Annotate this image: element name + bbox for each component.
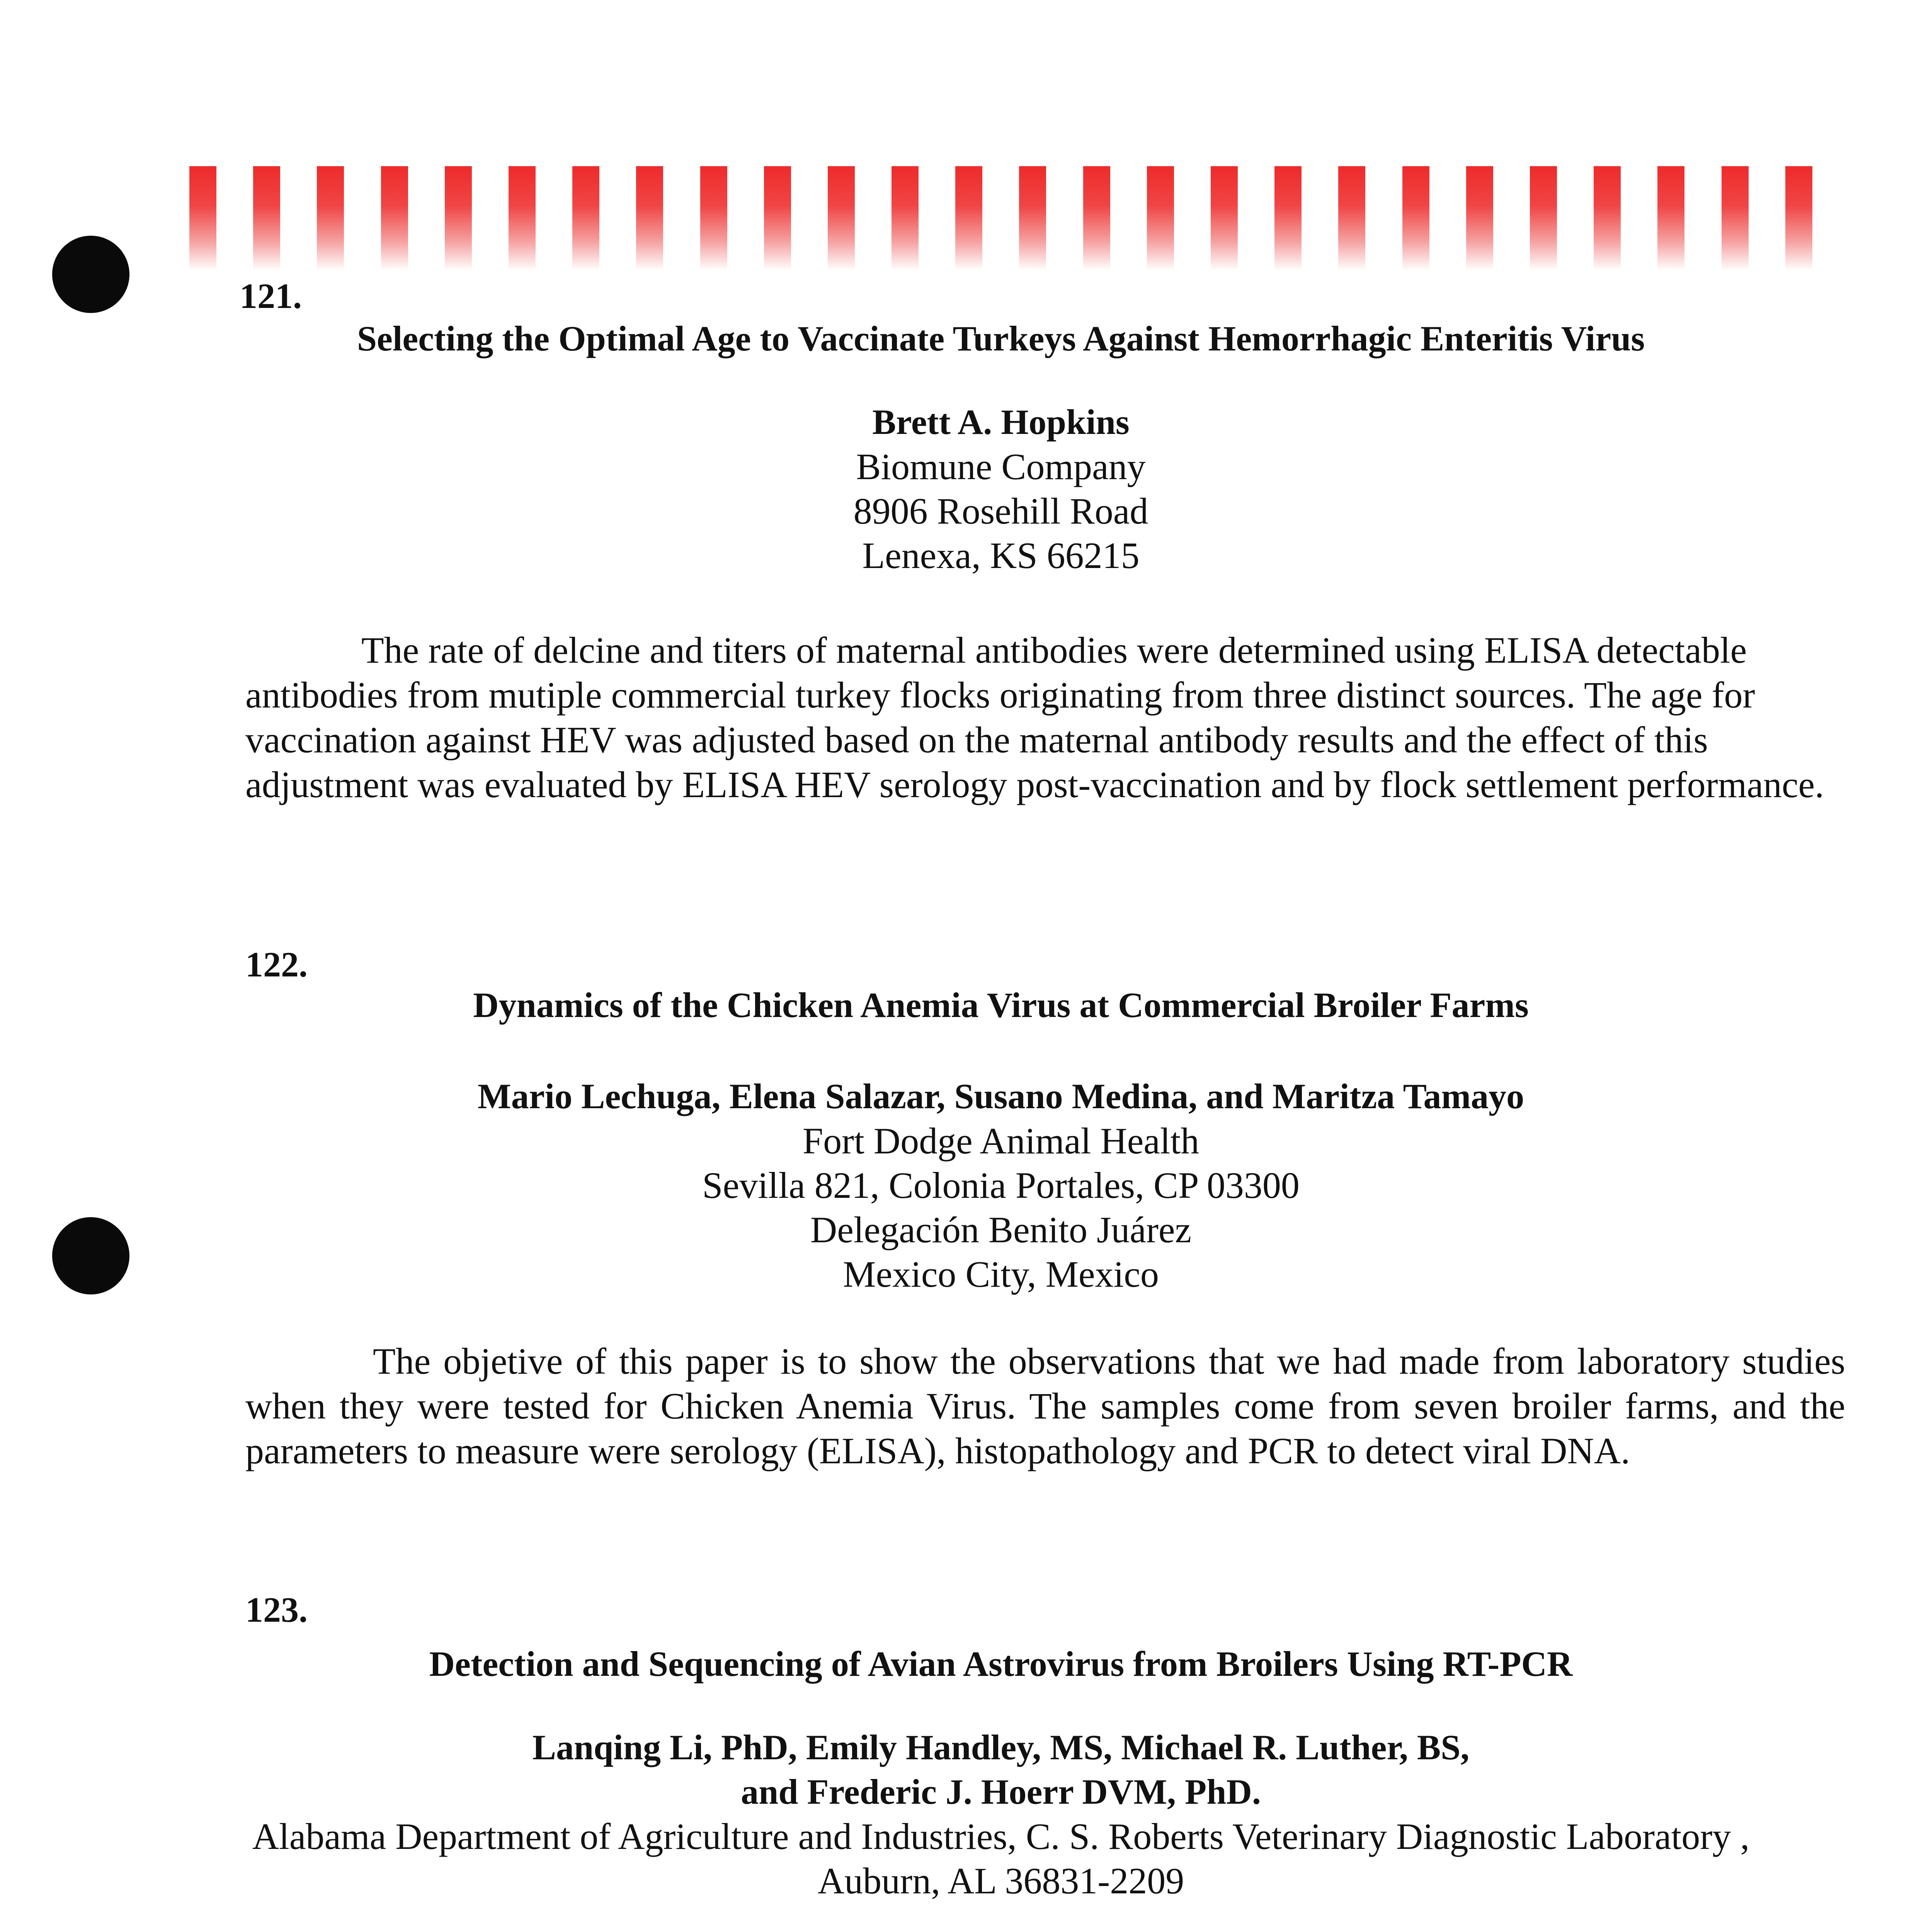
author-block	[189, 400, 1812, 578]
red-stripe	[892, 166, 919, 270]
affiliation-line: Delegación Benito Juárez	[810, 1209, 1192, 1250]
red-stripe	[381, 166, 408, 270]
red-stripe	[1083, 166, 1110, 270]
red-stripe	[636, 166, 663, 270]
affiliation-line: Sevilla 821, Colonia Portales, CP 03300	[702, 1165, 1300, 1206]
abstract-number: 123.	[245, 1590, 308, 1629]
red-stripe	[1530, 166, 1557, 270]
red-stripe	[1274, 166, 1302, 270]
abstract-body: The rate of delcine and titers of maternal antibodies were determined using ELISA detectable antibodies from mutiple commercial turkey flocks originating from three distinct sources. The age for vaccination against HEV was adjusted based on the maternal antibody results and the effect of this adjustment was evaluated by ELISA HEV serology post-vaccination and by flock settlement performance.	[245, 629, 1824, 805]
abstract-number: 122.	[245, 945, 308, 984]
red-stripe	[1147, 166, 1174, 270]
red-stripe	[253, 166, 280, 270]
red-stripe	[955, 166, 982, 270]
affiliation-line: Alabama Department of Agriculture and Industries, C. S. Roberts Veterinary Diagnostic Laboratory ,	[252, 1816, 1750, 1857]
punch-hole	[52, 236, 129, 313]
abstract-number: 121.	[240, 276, 302, 316]
red-stripe	[700, 166, 727, 270]
red-stripe	[828, 166, 855, 270]
author-names: Lanqing Li, PhD, Emily Handley, MS, Michael R. Luther, BS,	[532, 1728, 1470, 1767]
author-names: Mario Lechuga, Elena Salazar, Susano Medina, and Maritza Tamayo	[477, 1077, 1524, 1116]
author-block	[189, 1074, 1812, 1296]
red-stripe	[1402, 166, 1429, 270]
affiliation-line: Lenexa, KS 66215	[862, 535, 1140, 576]
red-stripe	[1657, 166, 1684, 270]
punch-hole	[52, 1217, 129, 1294]
red-stripe	[1785, 166, 1812, 270]
red-stripe	[445, 166, 472, 270]
red-stripe	[1338, 166, 1365, 270]
red-stripe	[189, 166, 216, 270]
red-stripe-banner	[189, 166, 1812, 270]
affiliation-line: Auburn, AL 36831-2209	[817, 1860, 1184, 1901]
red-stripe	[572, 166, 599, 270]
abstract-title: Detection and Sequencing of Avian Astrovirus from Broilers Using RT-PCR	[429, 1644, 1573, 1684]
red-stripe	[1211, 166, 1238, 270]
affiliation-line: 8906 Rosehill Road	[853, 490, 1148, 532]
affiliation-line: Mexico City, Mexico	[843, 1253, 1159, 1295]
red-stripe	[764, 166, 791, 270]
abstract-body: The objetive of this paper is to show the observations that we had made from laboratory studies when they were tested for Chicken Anemia Virus. The samples come from seven broiler farms, and the parameters to measure were serology (ELISA), histopathology and PCR to detect viral DNA.	[245, 1340, 1845, 1471]
author-names: Brett A. Hopkins	[872, 402, 1130, 442]
affiliation-line: Biomune Company	[856, 446, 1146, 487]
red-stripe	[1019, 166, 1046, 270]
red-stripe	[509, 166, 536, 270]
red-stripe	[1594, 166, 1621, 270]
abstract-title: Selecting the Optimal Age to Vaccinate Turkeys Against Hemorrhagic Enteritis Virus	[357, 319, 1645, 358]
red-stripe	[1466, 166, 1493, 270]
red-stripe	[317, 166, 344, 270]
author-names: and Frederic J. Hoerr DVM, PhD.	[741, 1772, 1261, 1811]
affiliation-line: Fort Dodge Animal Health	[802, 1120, 1199, 1162]
author-block	[189, 1725, 1812, 1903]
abstract-title: Dynamics of the Chicken Anemia Virus at Commercial Broiler Farms	[473, 985, 1529, 1025]
red-stripe	[1722, 166, 1749, 270]
